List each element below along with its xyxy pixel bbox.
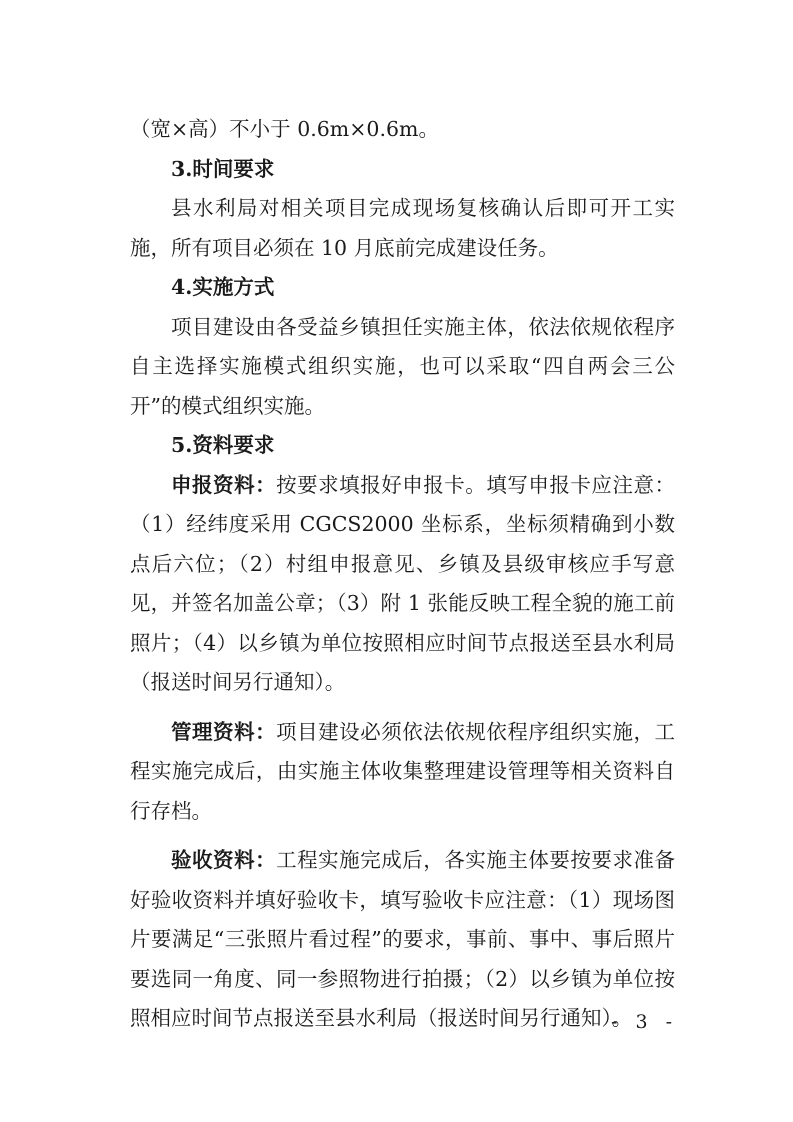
section-heading-implementation-method: 4.实施方式 <box>171 275 275 299</box>
document-body <box>130 110 675 1039</box>
label-management-materials: 管理资料： <box>171 719 277 744</box>
section-heading-time-requirements: 3.时间要求 <box>171 156 275 181</box>
text-management-materials: 项目建设必须依法依规依程序组织实施，工程实施完成后，由实施主体收集整理建设管理等相关资料自行存档。 <box>130 719 675 823</box>
paragraph-implementation-method: 项目建设由各受益乡镇担任实施主体，依法依规依程序自主选择实施模式组织实施，也可以采取“四自两会三公开”的模式组织实施。 <box>130 314 675 418</box>
page-number: - 3 - <box>610 1011 678 1033</box>
text-application-materials: 按要求填报好申报卡。填写申报卡应注意：（1）经纬度采用 CGCS2000 坐标系，坐标须精确到小数点后六位；（2）村组申报意见、乡镇及县级审核应手写意见，并签名加盖公章；（3）附 1 张能反映工程全貌的施工前照片；（4）以乡镇为单位按照相应时间节点报送至县水利局（报送时间另行通知）。 <box>130 472 675 694</box>
text-acceptance-materials: 工程实施完成后，各实施主体要按要求准备好验收资料并填好验收卡，填写验收卡应注意：（1）现场图片要满足“三张照片看过程”的要求，事前、事中、事后照片要选同一角度、同一参照物进行拍摄；（2）以乡镇为单位按照相应时间节点报送至县水利局（报送时间另行通知）。 <box>130 848 675 1030</box>
paragraph-application-materials <box>130 466 675 703</box>
paragraph-continuation: （宽×高）不小于 0.6m×0.6m。 <box>130 117 439 141</box>
label-application-materials: 申报资料： <box>171 472 277 497</box>
paragraph-time-requirements: 县水利局对相关项目完成现场复核确认后即可开工实施，所有项目必须在 10 月底前完成建设任务。 <box>130 196 675 260</box>
section-heading-material-requirements: 5.资料要求 <box>171 433 275 457</box>
label-acceptance-materials: 验收资料： <box>171 848 277 872</box>
paragraph-acceptance-materials <box>130 841 675 1039</box>
paragraph-management-materials <box>130 713 675 832</box>
